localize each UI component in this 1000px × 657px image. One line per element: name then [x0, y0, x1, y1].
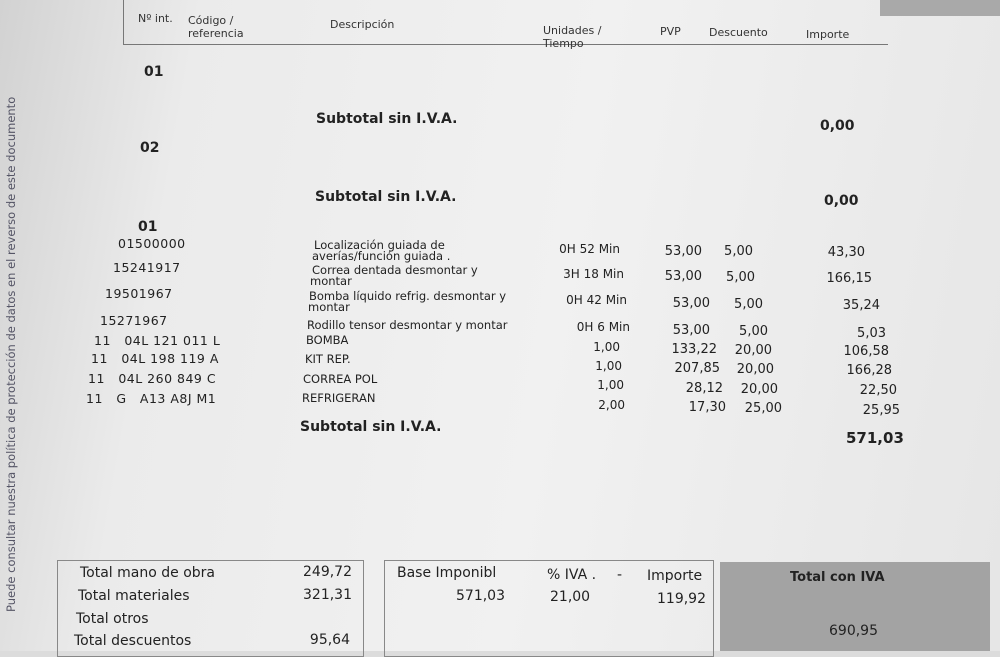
row-ref: 11 04L 260 849 C [88, 371, 217, 386]
header-descuento: Descuento [709, 26, 768, 39]
row-qty: 0H 42 Min [566, 293, 627, 307]
row-importe: 106,58 [843, 344, 889, 359]
subtotal-label: Subtotal sin I.V.A. [316, 111, 458, 127]
row-pvp: 207,85 [674, 361, 720, 376]
importe-label: Importe [647, 568, 703, 584]
row-pvp: 53,00 [664, 244, 702, 259]
section-code: 01 [138, 219, 158, 235]
row-ref: 11 G A13 A8J M1 [86, 391, 217, 406]
subtotal-label: Subtotal sin I.V.A. [315, 189, 457, 205]
section-code: 02 [140, 140, 160, 156]
row-ref: 15241917 [113, 260, 181, 275]
row-dto: 25,00 [744, 401, 782, 416]
total-materiales-value: 321,31 [303, 587, 352, 603]
importe-value: 119,92 [657, 591, 706, 607]
grand-total-label: Total con IVA [790, 570, 885, 585]
row-ref: 11 04L 121 011 L [94, 333, 221, 348]
total-mano-value: 249,72 [303, 564, 352, 580]
header-referencia: referencia [188, 27, 244, 40]
row-qty: 0H 52 Min [559, 242, 620, 256]
row-pvp: 53,00 [664, 269, 702, 284]
row-desc-line1: Correa dentada desmontar y [312, 263, 478, 277]
row-desc-line2: montar [310, 274, 352, 288]
row-desc-line1: Bomba líquido refrig. desmontar y [309, 289, 507, 303]
row-importe: 43,30 [827, 245, 865, 260]
subtotal-value: 571,03 [846, 429, 904, 447]
header-pvp: PVP [660, 25, 681, 38]
total-descuentos-label: Total descuentos [74, 633, 192, 649]
row-qty: 1,00 [595, 359, 622, 373]
row-dto: 20,00 [740, 382, 778, 397]
iva-dash: - [617, 567, 623, 583]
top-gray-band [880, 0, 1000, 16]
row-desc-line1: CORREA POL [303, 372, 378, 386]
base-label: Base Imponibl [397, 565, 497, 581]
row-pvp: 53,00 [672, 323, 710, 338]
row-dto: 5,00 [726, 270, 755, 285]
row-dto: 20,00 [736, 362, 774, 377]
total-mano-label: Total mano de obra [80, 565, 215, 581]
row-ref: 15271967 [100, 313, 168, 328]
row-qty: 3H 18 Min [563, 267, 624, 281]
header-unidades: Unidades / [543, 24, 602, 37]
row-desc-line1: Localización guiada de [314, 238, 445, 252]
row-pvp: 28,12 [685, 381, 723, 396]
row-pvp: 53,00 [672, 296, 710, 311]
row-pvp: 17,30 [688, 400, 726, 415]
side-legal-text: Puede consultar nuestra política de protección de datos en el reverso de este documento [4, 96, 18, 612]
header-descripcion: Descripción [330, 18, 395, 31]
row-pvp: 133,22 [671, 342, 717, 357]
total-descuentos-value: 95,64 [309, 632, 350, 648]
base-value: 571,03 [456, 588, 505, 604]
row-desc-line1: REFRIGERAN [302, 391, 376, 405]
row-dto: 5,00 [734, 297, 763, 312]
row-ref: 19501967 [105, 286, 173, 301]
row-ref: 01500000 [118, 236, 186, 251]
row-importe: 166,15 [826, 271, 872, 286]
row-desc-line2: montar [308, 300, 350, 314]
subtotal-label: Subtotal sin I.V.A. [300, 419, 442, 435]
row-importe: 25,95 [862, 403, 900, 418]
row-dto: 5,00 [739, 324, 768, 339]
header-codigo: Código / [188, 14, 234, 27]
row-qty: 0H 6 Min [576, 320, 630, 334]
grand-total-value: 690,95 [829, 623, 878, 639]
row-dto: 5,00 [724, 244, 753, 259]
section-code: 01 [144, 64, 164, 80]
row-importe: 166,28 [846, 363, 892, 378]
row-qty: 1,00 [593, 340, 620, 354]
subtotal-value: 0,00 [820, 118, 855, 134]
subtotal-value: 0,00 [824, 193, 859, 209]
row-importe: 5,03 [857, 326, 886, 341]
row-importe: 35,24 [842, 298, 880, 313]
iva-value: 21,00 [550, 589, 591, 605]
row-importe: 22,50 [859, 383, 897, 398]
iva-label: % IVA . [547, 567, 597, 583]
row-desc-line2: averías/función guiada . [312, 249, 451, 263]
row-qty: 1,00 [597, 378, 624, 392]
header-tiempo: Tiempo [543, 37, 584, 50]
total-otros-label: Total otros [76, 611, 149, 627]
row-desc-line1: Rodillo tensor desmontar y montar [307, 318, 508, 332]
total-materiales-label: Total materiales [78, 588, 190, 604]
row-desc-line1: BOMBA [306, 333, 349, 347]
row-dto: 20,00 [734, 343, 772, 358]
header-importe: Importe [806, 28, 850, 41]
row-ref: 11 04L 198 119 A [91, 351, 219, 366]
header-num-int: Nº int. [138, 12, 173, 25]
row-qty: 2,00 [598, 398, 625, 412]
row-desc-line1: KIT REP. [305, 352, 351, 366]
